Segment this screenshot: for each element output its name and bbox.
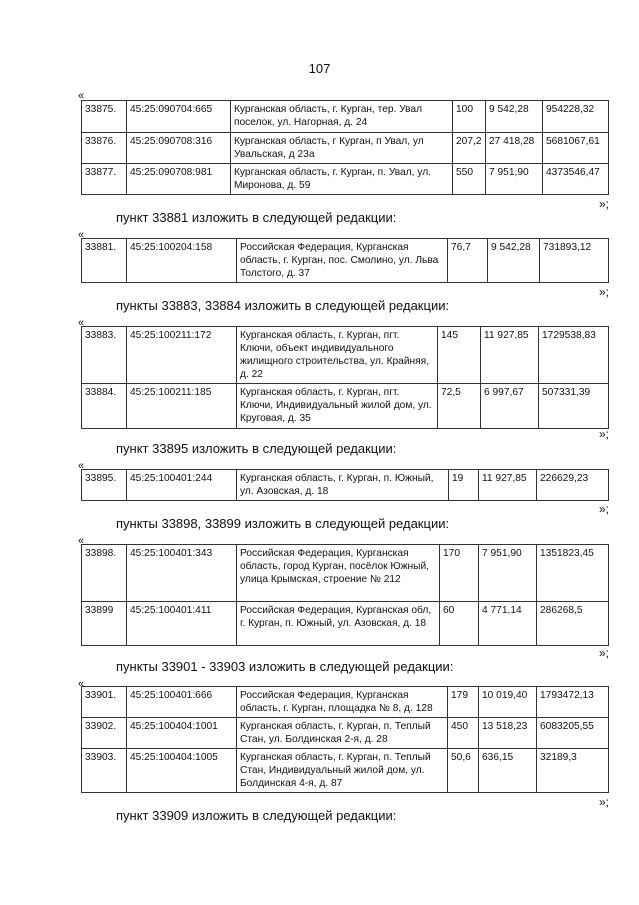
cadastral-number: 45:25:100401:343 [127,545,237,602]
open-quote: « [78,229,85,241]
row-number: 33875. [82,101,127,133]
area: 450 [448,718,479,749]
row-number: 33876. [82,133,127,164]
address: Российская Федерация, Курганская область, г. Курган, площадка № 8, д. 128 [237,687,448,718]
cadastral-number: 45:25:100211:172 [127,327,237,384]
unit-value: 11 927,85 [481,327,539,384]
unit-value: 11 927,85 [479,470,537,501]
section-instruction: пункты 33883, 33884 изложить в следующей редакции: [116,298,450,313]
section-instruction: пункты 33898, 33899 изложить в следующей редакции: [116,516,450,531]
row-number: 33903. [82,749,127,793]
area: 100 [453,101,486,133]
unit-value: 6 997,67 [481,384,539,429]
table-row [82,101,609,133]
registry-table [81,238,609,283]
close-quote: »; [598,646,609,660]
registry-table [81,544,609,646]
table-row [82,545,609,602]
area: 72,5 [438,384,481,429]
cadastral-value: 1729538,83 [539,327,609,384]
area: 145 [438,327,481,384]
close-quote: »; [598,285,609,299]
cadastral-number: 45:25:100401:666 [127,687,237,718]
table-row [82,749,609,793]
cadastral-value: 6083205,55 [537,718,609,749]
address: Курганская область, г. Курган, п. Увал, ул. Миронова, д. 59 [231,164,453,195]
row-number: 33881. [82,239,127,283]
table-row [82,164,609,195]
section-instruction: пункты 33901 - 33903 изложить в следующей редакции: [116,659,454,674]
cadastral-number: 45:25:090708:316 [127,133,231,164]
close-quote: »; [598,795,609,809]
area: 60 [440,602,479,646]
close-quote: »; [598,197,609,211]
table-row [82,239,609,283]
cadastral-number: 45:25:090708:981 [127,164,231,195]
unit-value: 7 951,90 [479,545,537,602]
table-row [82,133,609,164]
address: Российская Федерация, Курганская область, г. Курган, пос. Смолино, ул. Льва Толстого, д. 37 [237,239,448,283]
cadastral-number: 45:25:100401:244 [127,470,237,501]
cadastral-value: 4373546,47 [543,164,609,195]
open-quote: « [78,678,85,690]
row-number: 33884. [82,384,127,429]
row-number: 33883. [82,327,127,384]
cadastral-value: 32189,3 [537,749,609,793]
area: 50,6 [448,749,479,793]
table-row [82,718,609,749]
cadastral-number: 45:25:100211:185 [127,384,237,429]
cadastral-value: 5681067,61 [543,133,609,164]
row-number: 33902. [82,718,127,749]
row-number: 33898. [82,545,127,602]
open-quote: « [78,90,85,102]
address: Российская Федерация, Курганская область, город Курган, посёлок Южный, улица Крымская, строение № 212 [237,545,440,602]
table-row [82,470,609,501]
area: 19 [449,470,479,501]
unit-value: 9 542,28 [488,239,540,283]
registry-table [81,686,609,793]
section-instruction: пункт 33909 изложить в следующей редакции: [116,808,397,823]
address: Курганская область, г. Курган, пгт. Ключи, объект индивидуального жилищного строительства, ул. Крайняя, д. 22 [237,327,438,384]
table-row [82,327,609,384]
open-quote: « [78,317,85,329]
unit-value: 13 518,23 [479,718,537,749]
address: Курганская область, г. Курган, п. Теплый Стан, Индивидуальный жилой дом, ул. Болдинская 4-я, д. 87 [237,749,448,793]
table-row [82,687,609,718]
cadastral-value: 226629,23 [537,470,609,501]
address: Курганская область, г. Курган, п. Южный, ул. Азовская, д. 18 [237,470,449,501]
section-instruction: пункт 33895 изложить в следующей редакции: [116,441,397,456]
cadastral-number: 45:25:090704:665 [127,101,231,133]
unit-value: 636,15 [479,749,537,793]
area: 550 [453,164,486,195]
cadastral-number: 45:25:100404:1001 [127,718,237,749]
address: Курганская область, г. Курган, пгт. Ключи, Индивидуальный жилой дом, ул. Круговая, д. 35 [237,384,438,429]
cadastral-value: 731893,12 [540,239,609,283]
cadastral-value: 1793472,13 [537,687,609,718]
close-quote: »; [598,502,609,516]
area: 179 [448,687,479,718]
registry-table [81,326,609,429]
unit-value: 9 542,28 [486,101,543,133]
area: 170 [440,545,479,602]
cadastral-number: 45:25:100401:411 [127,602,237,646]
table-row [82,602,609,646]
unit-value: 27 418,28 [486,133,543,164]
section-instruction: пункт 33881 изложить в следующей редакции: [116,210,397,225]
row-number: 33895. [82,470,127,501]
registry-table [81,100,609,195]
area: 76,7 [448,239,488,283]
unit-value: 4 771,14 [479,602,537,646]
open-quote: « [78,535,85,547]
row-number: 33901. [82,687,127,718]
cadastral-number: 45:25:100404:1005 [127,749,237,793]
address: Курганская область, г Курган, п Увал, ул Увальская, д 23а [231,133,453,164]
row-number: 33877. [82,164,127,195]
cadastral-value: 1351823,45 [537,545,609,602]
unit-value: 7 951,90 [486,164,543,195]
table-row [82,384,609,429]
address: Российская Федерация, Курганская обл, г. Курган, п. Южный, ул. Азовская, д. 18 [237,602,440,646]
close-quote: »; [598,427,609,441]
cadastral-value: 954228,32 [543,101,609,133]
address: Курганская область, г. Курган, п. Теплый Стан, ул. Болдинская 2-я, д. 28 [237,718,448,749]
page-number: 107 [308,61,331,76]
cadastral-value: 507331,39 [539,384,609,429]
open-quote: « [78,460,85,472]
cadastral-number: 45:25:100204:158 [127,239,237,283]
row-number: 33899 [82,602,127,646]
unit-value: 10 019,40 [479,687,537,718]
cadastral-value: 286268,5 [537,602,609,646]
registry-table [81,469,609,501]
address: Курганская область, г. Курган, тер. Увал поселок, ул. Нагорная, д. 24 [231,101,453,133]
area: 207,2 [453,133,486,164]
